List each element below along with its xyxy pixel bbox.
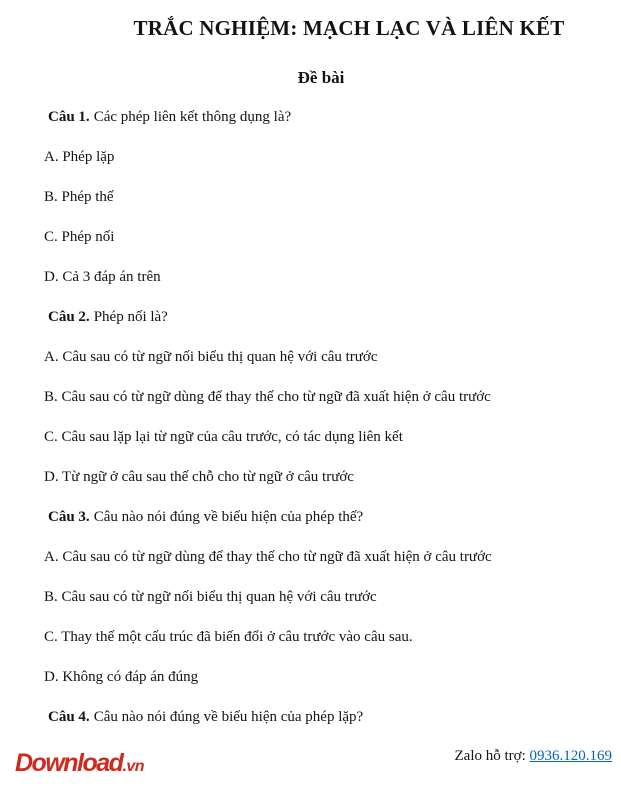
zalo-support-label: Zalo hỗ trợ: — [454, 748, 526, 764]
question-1-option-c: C. Phép nối — [44, 229, 115, 245]
question-3-option-c: C. Thay thế một cấu trúc đã biến đổi ở câu trước vào câu sau. — [44, 629, 413, 645]
question-2-text: Phép nối là? — [93, 309, 168, 325]
question-3 — [44, 508, 576, 527]
downloadvn-logo-brand: Download — [15, 749, 123, 777]
question-1 — [44, 108, 576, 127]
page-footer — [0, 737, 621, 787]
question-3-text: Câu nào nói đúng về biểu hiện của phép thế? — [93, 509, 364, 525]
question-3-label: Câu 3. — [48, 509, 90, 525]
question-3-option-b: B. Câu sau có từ ngữ nối biểu thị quan hệ với câu trước — [44, 589, 377, 605]
question-2-option-a: A. Câu sau có từ ngữ nối biểu thị quan hệ với câu trước — [44, 349, 378, 365]
zalo-phone-link[interactable]: 0936.120.169 — [529, 748, 612, 764]
question-2-option-c: C. Câu sau lặp lại từ ngữ của câu trước, có tác dụng liên kết — [44, 429, 403, 445]
zalo-support — [455, 747, 613, 766]
page-title: TRẮC NGHIỆM: MẠCH LẠC VÀ LIÊN KẾT — [133, 16, 565, 40]
question-1-option-a: A. Phép lặp — [44, 149, 115, 165]
question-4-text: Câu nào nói đúng về biểu hiện của phép lặp? — [93, 709, 364, 725]
question-1-text: Các phép liên kết thông dụng là? — [93, 109, 292, 125]
question-list — [44, 108, 576, 727]
question-1-label: Câu 1. — [48, 109, 90, 125]
section-subtitle: Đề bài — [297, 68, 345, 87]
question-3-option-a: A. Câu sau có từ ngữ dùng để thay thế cho từ ngữ đã xuất hiện ở câu trước — [44, 549, 492, 565]
question-1-option-d: D. Cả 3 đáp án trên — [44, 269, 161, 285]
question-2 — [44, 308, 576, 327]
question-2-option-d: D. Từ ngữ ở câu sau thế chỗ cho từ ngữ ở câu trước — [44, 469, 354, 485]
question-1-option-b: B. Phép thế — [44, 189, 114, 205]
question-2-label: Câu 2. — [48, 309, 90, 325]
question-4 — [44, 708, 576, 727]
downloadvn-logo-tld: .vn — [122, 758, 145, 775]
question-4-label: Câu 4. — [48, 709, 90, 725]
question-2-option-b: B. Câu sau có từ ngữ dùng để thay thế cho từ ngữ đã xuất hiện ở câu trước — [44, 389, 491, 405]
question-3-option-d: D. Không có đáp án đúng — [44, 669, 199, 685]
downloadvn-logo — [15, 751, 144, 776]
